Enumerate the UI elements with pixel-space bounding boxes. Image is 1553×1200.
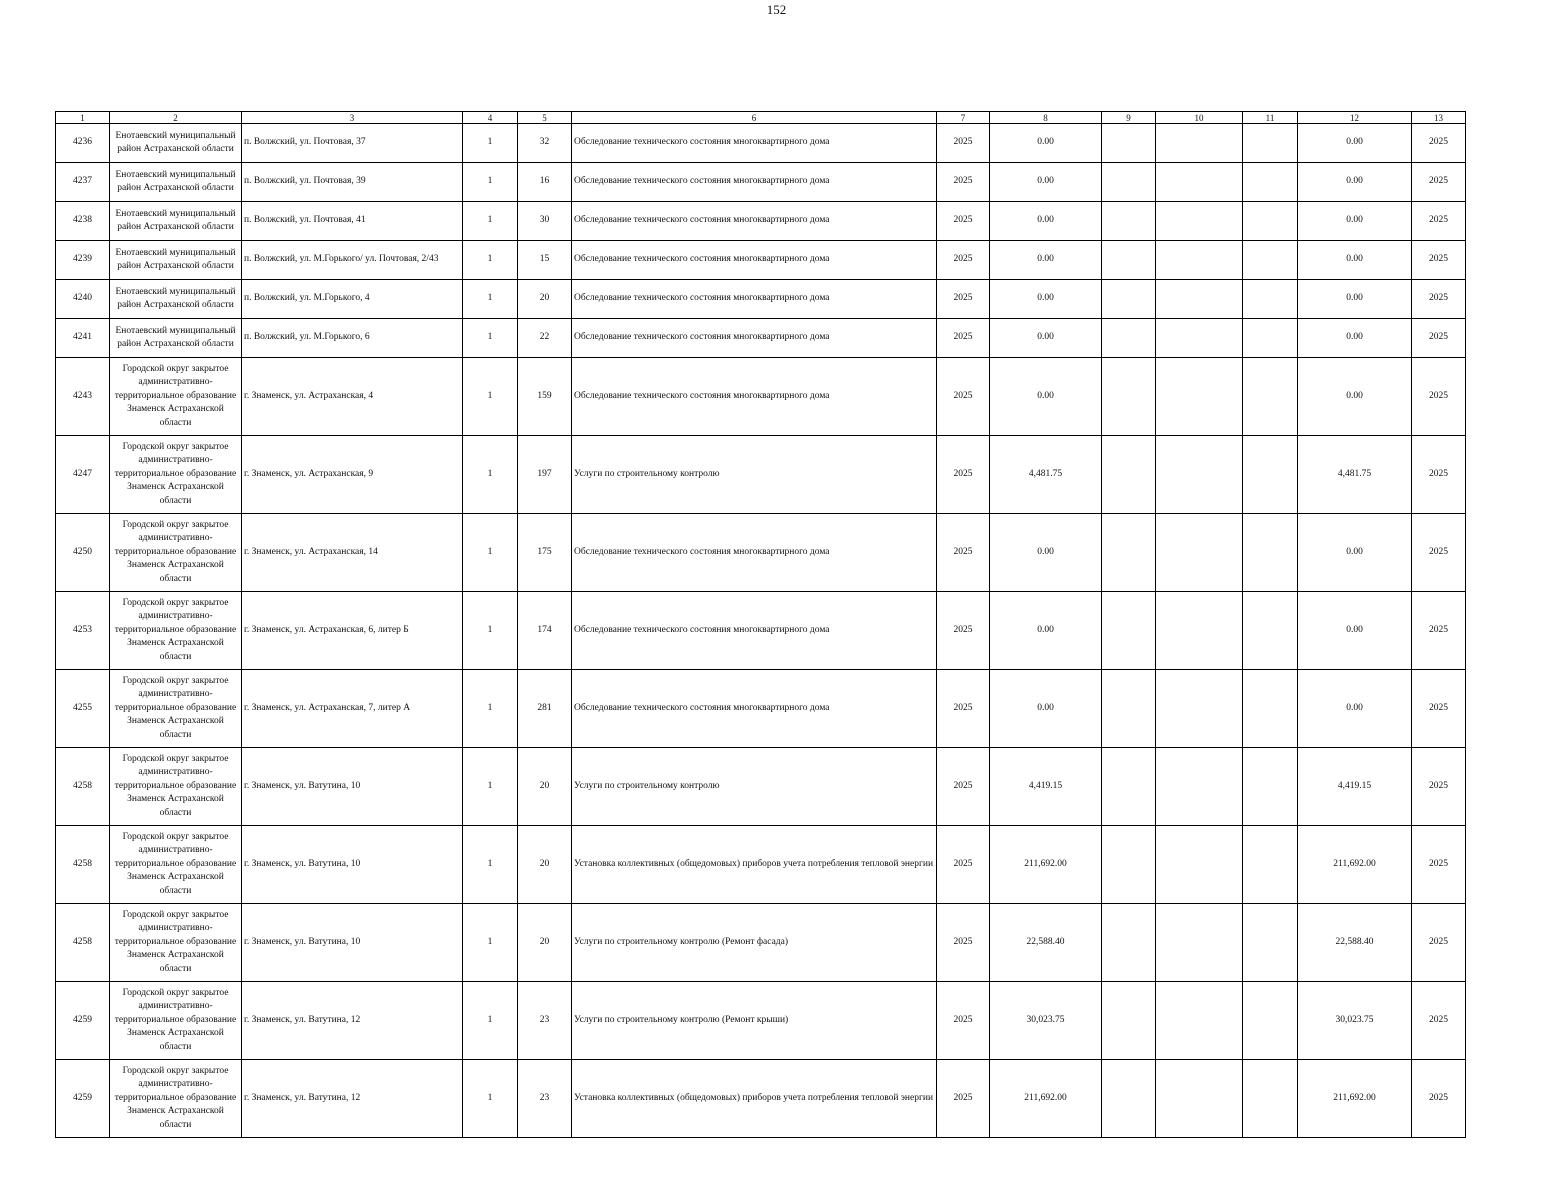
address-cell: г. Знаменск, ул. Астраханская, 9 (242, 436, 463, 514)
row-id-cell: 4259 (56, 982, 110, 1060)
municipality-cell: Енотаевский муниципальный район Астраханской области (110, 280, 242, 319)
column-4-cell: 1 (463, 904, 518, 982)
year-end-cell: 2025 (1412, 748, 1466, 826)
row-id-cell: 4239 (56, 241, 110, 280)
year-cell: 2025 (937, 670, 990, 748)
column-header: 4 (463, 112, 518, 124)
column-header: 7 (937, 112, 990, 124)
column-11-cell (1243, 124, 1298, 163)
row-id-cell: 4250 (56, 514, 110, 592)
row-id-cell: 4236 (56, 124, 110, 163)
column-10-cell (1156, 826, 1243, 904)
column-10-cell (1156, 280, 1243, 319)
year-end-cell: 2025 (1412, 982, 1466, 1060)
work-type-cell: Услуги по строительному контролю (572, 748, 937, 826)
column-5-cell: 22 (518, 319, 572, 358)
column-4-cell: 1 (463, 358, 518, 436)
column-11-cell (1243, 202, 1298, 241)
year-cell: 2025 (937, 826, 990, 904)
column-11-cell (1243, 904, 1298, 982)
column-header: 13 (1412, 112, 1466, 124)
municipality-cell: Городской округ закрытое административно-территориальное образование Знаменск Астраханской области (110, 982, 242, 1060)
column-9-cell (1102, 124, 1156, 163)
column-10-cell (1156, 982, 1243, 1060)
column-5-cell: 281 (518, 670, 572, 748)
address-cell: п. Волжский, ул. М.Горького, 6 (242, 319, 463, 358)
column-header: 10 (1156, 112, 1243, 124)
column-number-header-row (56, 112, 1466, 124)
column-9-cell (1102, 436, 1156, 514)
amount-cell: 0.00 (990, 163, 1102, 202)
column-10-cell (1156, 358, 1243, 436)
year-cell: 2025 (937, 1060, 990, 1138)
column-5-cell: 197 (518, 436, 572, 514)
column-5-cell: 20 (518, 748, 572, 826)
table-row (56, 319, 1466, 358)
work-type-cell: Обследование технического состояния многоквартирного дома (572, 202, 937, 241)
amount-cell: 211,692.00 (990, 826, 1102, 904)
work-type-cell: Обследование технического состояния многоквартирного дома (572, 670, 937, 748)
column-11-cell (1243, 280, 1298, 319)
column-header: 2 (110, 112, 242, 124)
year-cell: 2025 (937, 202, 990, 241)
municipality-cell: Городской округ закрытое административно-территориальное образование Знаменск Астраханской области (110, 436, 242, 514)
column-10-cell (1156, 514, 1243, 592)
year-cell: 2025 (937, 904, 990, 982)
total-cell: 0.00 (1298, 241, 1412, 280)
column-4-cell: 1 (463, 280, 518, 319)
table-row (56, 826, 1466, 904)
column-5-cell: 16 (518, 163, 572, 202)
amount-cell: 4,481.75 (990, 436, 1102, 514)
work-type-cell: Услуги по строительному контролю (Ремонт фасада) (572, 904, 937, 982)
municipality-cell: Городской округ закрытое административно-территориальное образование Знаменск Астраханской области (110, 358, 242, 436)
amount-cell: 0.00 (990, 592, 1102, 670)
table-row (56, 358, 1466, 436)
total-cell: 22,588.40 (1298, 904, 1412, 982)
amount-cell: 0.00 (990, 670, 1102, 748)
total-cell: 0.00 (1298, 124, 1412, 163)
column-9-cell (1102, 1060, 1156, 1138)
column-5-cell: 15 (518, 241, 572, 280)
column-header: 9 (1102, 112, 1156, 124)
column-10-cell (1156, 748, 1243, 826)
municipality-cell: Городской округ закрытое административно-территориальное образование Знаменск Астраханской области (110, 1060, 242, 1138)
row-id-cell: 4258 (56, 826, 110, 904)
work-type-cell: Обследование технического состояния многоквартирного дома (572, 241, 937, 280)
year-cell: 2025 (937, 124, 990, 163)
municipality-cell: Городской округ закрытое административно-территориальное образование Знаменск Астраханской области (110, 514, 242, 592)
column-header: 1 (56, 112, 110, 124)
capital-repair-table (55, 111, 1466, 1138)
column-9-cell (1102, 514, 1156, 592)
column-11-cell (1243, 670, 1298, 748)
column-9-cell (1102, 241, 1156, 280)
total-cell: 0.00 (1298, 592, 1412, 670)
work-type-cell: Обследование технического состояния многоквартирного дома (572, 358, 937, 436)
row-id-cell: 4258 (56, 904, 110, 982)
amount-cell: 0.00 (990, 319, 1102, 358)
column-4-cell: 1 (463, 1060, 518, 1138)
work-type-cell: Обследование технического состояния многоквартирного дома (572, 514, 937, 592)
column-header: 6 (572, 112, 937, 124)
amount-cell: 0.00 (990, 358, 1102, 436)
amount-cell: 211,692.00 (990, 1060, 1102, 1138)
row-id-cell: 4258 (56, 748, 110, 826)
column-4-cell: 1 (463, 514, 518, 592)
work-type-cell: Обследование технического состояния многоквартирного дома (572, 124, 937, 163)
column-9-cell (1102, 748, 1156, 826)
column-11-cell (1243, 241, 1298, 280)
column-11-cell (1243, 592, 1298, 670)
table-row (56, 670, 1466, 748)
total-cell: 4,419.15 (1298, 748, 1412, 826)
amount-cell: 0.00 (990, 280, 1102, 319)
table-row (56, 748, 1466, 826)
total-cell: 0.00 (1298, 358, 1412, 436)
column-9-cell (1102, 319, 1156, 358)
column-11-cell (1243, 319, 1298, 358)
year-cell: 2025 (937, 592, 990, 670)
column-11-cell (1243, 1060, 1298, 1138)
address-cell: г. Знаменск, ул. Астраханская, 4 (242, 358, 463, 436)
table-row (56, 436, 1466, 514)
address-cell: п. Волжский, ул. Почтовая, 39 (242, 163, 463, 202)
year-end-cell: 2025 (1412, 826, 1466, 904)
column-5-cell: 20 (518, 826, 572, 904)
amount-cell: 30,023.75 (990, 982, 1102, 1060)
year-cell: 2025 (937, 163, 990, 202)
column-5-cell: 32 (518, 124, 572, 163)
row-id-cell: 4237 (56, 163, 110, 202)
address-cell: г. Знаменск, ул. Ватутина, 12 (242, 982, 463, 1060)
column-5-cell: 20 (518, 280, 572, 319)
total-cell: 0.00 (1298, 319, 1412, 358)
work-type-cell: Услуги по строительному контролю (572, 436, 937, 514)
year-cell: 2025 (937, 280, 990, 319)
column-4-cell: 1 (463, 319, 518, 358)
address-cell: г. Знаменск, ул. Ватутина, 12 (242, 1060, 463, 1138)
table-row (56, 514, 1466, 592)
work-type-cell: Установка коллективных (общедомовых) приборов учета потребления тепловой энергии (572, 1060, 937, 1138)
column-11-cell (1243, 982, 1298, 1060)
column-11-cell (1243, 748, 1298, 826)
year-end-cell: 2025 (1412, 670, 1466, 748)
municipality-cell: Енотаевский муниципальный район Астраханской области (110, 124, 242, 163)
year-end-cell: 2025 (1412, 592, 1466, 670)
amount-cell: 4,419.15 (990, 748, 1102, 826)
column-5-cell: 20 (518, 904, 572, 982)
column-9-cell (1102, 904, 1156, 982)
year-cell: 2025 (937, 748, 990, 826)
column-5-cell: 30 (518, 202, 572, 241)
municipality-cell: Городской округ закрытое административно-территориальное образование Знаменск Астраханской области (110, 904, 242, 982)
column-10-cell (1156, 436, 1243, 514)
amount-cell: 0.00 (990, 124, 1102, 163)
year-cell: 2025 (937, 436, 990, 514)
work-type-cell: Обследование технического состояния многоквартирного дома (572, 319, 937, 358)
work-type-cell: Обследование технического состояния многоквартирного дома (572, 163, 937, 202)
table-row (56, 592, 1466, 670)
work-type-cell: Обследование технического состояния многоквартирного дома (572, 592, 937, 670)
column-10-cell (1156, 202, 1243, 241)
table-row (56, 124, 1466, 163)
column-header: 8 (990, 112, 1102, 124)
address-cell: г. Знаменск, ул. Ватутина, 10 (242, 904, 463, 982)
row-id-cell: 4247 (56, 436, 110, 514)
amount-cell: 0.00 (990, 202, 1102, 241)
column-5-cell: 174 (518, 592, 572, 670)
municipality-cell: Енотаевский муниципальный район Астраханской области (110, 163, 242, 202)
column-9-cell (1102, 982, 1156, 1060)
column-4-cell: 1 (463, 982, 518, 1060)
row-id-cell: 4241 (56, 319, 110, 358)
table-body (56, 124, 1466, 1138)
address-cell: г. Знаменск, ул. Астраханская, 14 (242, 514, 463, 592)
address-cell: г. Знаменск, ул. Ватутина, 10 (242, 826, 463, 904)
work-type-cell: Обследование технического состояния многоквартирного дома (572, 280, 937, 319)
table-row (56, 280, 1466, 319)
column-10-cell (1156, 241, 1243, 280)
municipality-cell: Енотаевский муниципальный район Астраханской области (110, 202, 242, 241)
year-end-cell: 2025 (1412, 280, 1466, 319)
table-row (56, 241, 1466, 280)
column-header: 3 (242, 112, 463, 124)
year-cell: 2025 (937, 319, 990, 358)
year-end-cell: 2025 (1412, 358, 1466, 436)
total-cell: 0.00 (1298, 202, 1412, 241)
year-end-cell: 2025 (1412, 514, 1466, 592)
year-cell: 2025 (937, 982, 990, 1060)
column-11-cell (1243, 514, 1298, 592)
column-4-cell: 1 (463, 124, 518, 163)
column-header: 12 (1298, 112, 1412, 124)
column-header: 5 (518, 112, 572, 124)
municipality-cell: Енотаевский муниципальный район Астраханской области (110, 319, 242, 358)
municipality-cell: Городской округ закрытое административно-территориальное образование Знаменск Астраханской области (110, 670, 242, 748)
amount-cell: 0.00 (990, 241, 1102, 280)
column-4-cell: 1 (463, 163, 518, 202)
municipality-cell: Городской округ закрытое административно-территориальное образование Знаменск Астраханской области (110, 592, 242, 670)
year-cell: 2025 (937, 358, 990, 436)
column-header: 11 (1243, 112, 1298, 124)
address-cell: г. Знаменск, ул. Астраханская, 6, литер Б (242, 592, 463, 670)
total-cell: 211,692.00 (1298, 1060, 1412, 1138)
municipality-cell: Городской округ закрытое административно-территориальное образование Знаменск Астраханской области (110, 748, 242, 826)
column-4-cell: 1 (463, 436, 518, 514)
year-cell: 2025 (937, 241, 990, 280)
work-type-cell: Установка коллективных (общедомовых) приборов учета потребления тепловой энергии (572, 826, 937, 904)
column-4-cell: 1 (463, 592, 518, 670)
total-cell: 0.00 (1298, 514, 1412, 592)
column-4-cell: 1 (463, 670, 518, 748)
year-end-cell: 2025 (1412, 904, 1466, 982)
column-10-cell (1156, 163, 1243, 202)
total-cell: 4,481.75 (1298, 436, 1412, 514)
row-id-cell: 4253 (56, 592, 110, 670)
total-cell: 0.00 (1298, 280, 1412, 319)
amount-cell: 0.00 (990, 514, 1102, 592)
column-5-cell: 23 (518, 1060, 572, 1138)
column-9-cell (1102, 280, 1156, 319)
amount-cell: 22,588.40 (990, 904, 1102, 982)
column-10-cell (1156, 319, 1243, 358)
column-10-cell (1156, 904, 1243, 982)
column-9-cell (1102, 202, 1156, 241)
year-end-cell: 2025 (1412, 241, 1466, 280)
column-10-cell (1156, 670, 1243, 748)
column-9-cell (1102, 592, 1156, 670)
row-id-cell: 4238 (56, 202, 110, 241)
year-cell: 2025 (937, 514, 990, 592)
year-end-cell: 2025 (1412, 436, 1466, 514)
column-11-cell (1243, 358, 1298, 436)
table-row (56, 1060, 1466, 1138)
table-row (56, 904, 1466, 982)
year-end-cell: 2025 (1412, 202, 1466, 241)
column-11-cell (1243, 826, 1298, 904)
column-10-cell (1156, 592, 1243, 670)
row-id-cell: 4255 (56, 670, 110, 748)
work-type-cell: Услуги по строительному контролю (Ремонт крыши) (572, 982, 937, 1060)
total-cell: 0.00 (1298, 163, 1412, 202)
table-row (56, 163, 1466, 202)
row-id-cell: 4240 (56, 280, 110, 319)
year-end-cell: 2025 (1412, 163, 1466, 202)
table-row (56, 982, 1466, 1060)
column-5-cell: 23 (518, 982, 572, 1060)
total-cell: 0.00 (1298, 670, 1412, 748)
row-id-cell: 4259 (56, 1060, 110, 1138)
column-10-cell (1156, 1060, 1243, 1138)
total-cell: 211,692.00 (1298, 826, 1412, 904)
column-9-cell (1102, 358, 1156, 436)
address-cell: г. Знаменск, ул. Ватутина, 10 (242, 748, 463, 826)
row-id-cell: 4243 (56, 358, 110, 436)
address-cell: п. Волжский, ул. М.Горького, 4 (242, 280, 463, 319)
column-9-cell (1102, 670, 1156, 748)
total-cell: 30,023.75 (1298, 982, 1412, 1060)
column-4-cell: 1 (463, 826, 518, 904)
column-9-cell (1102, 826, 1156, 904)
municipality-cell: Городской округ закрытое административно-территориальное образование Знаменск Астраханской области (110, 826, 242, 904)
year-end-cell: 2025 (1412, 124, 1466, 163)
address-cell: г. Знаменск, ул. Астраханская, 7, литер А (242, 670, 463, 748)
column-11-cell (1243, 436, 1298, 514)
year-end-cell: 2025 (1412, 1060, 1466, 1138)
address-cell: п. Волжский, ул. Почтовая, 37 (242, 124, 463, 163)
municipality-cell: Енотаевский муниципальный район Астраханской области (110, 241, 242, 280)
column-5-cell: 159 (518, 358, 572, 436)
column-9-cell (1102, 163, 1156, 202)
page-number: 152 (766, 2, 787, 17)
table-row (56, 202, 1466, 241)
column-10-cell (1156, 124, 1243, 163)
year-end-cell: 2025 (1412, 319, 1466, 358)
address-cell: п. Волжский, ул. Почтовая, 41 (242, 202, 463, 241)
address-cell: п. Волжский, ул. М.Горького/ ул. Почтовая, 2/43 (242, 241, 463, 280)
column-11-cell (1243, 163, 1298, 202)
column-4-cell: 1 (463, 241, 518, 280)
column-5-cell: 175 (518, 514, 572, 592)
column-4-cell: 1 (463, 748, 518, 826)
column-4-cell: 1 (463, 202, 518, 241)
